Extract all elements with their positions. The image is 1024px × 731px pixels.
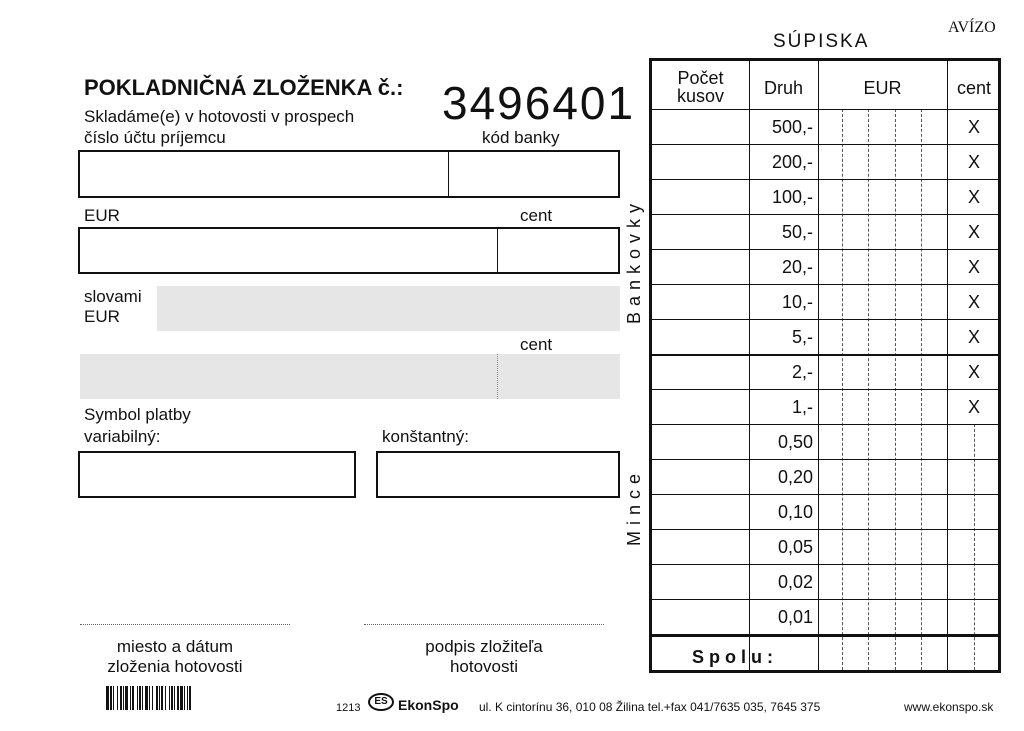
footer-address: ul. K cintorínu 36, 010 08 Žilina tel.+fax 041/7635 035, 7645 375 (479, 700, 821, 714)
row-line (652, 529, 998, 530)
denomination-table (649, 58, 1001, 673)
row-line (652, 494, 998, 495)
row-cent-x: X (967, 397, 980, 417)
row-count-field[interactable] (654, 146, 747, 177)
cent2-label: cent (520, 335, 553, 354)
form-line1: Skladáme(e) v hotovosti v prospech (84, 107, 355, 126)
footer-web: www.ekonspo.sk (904, 700, 994, 714)
konstantny-label: konštantný: (382, 427, 469, 446)
row-line (652, 599, 998, 600)
cent-words-divider (497, 354, 498, 399)
row-cent-x: X (967, 257, 980, 277)
amount-field[interactable] (78, 227, 620, 274)
spolu-line (652, 634, 998, 637)
row-denomination: 20,- (781, 257, 813, 277)
row-cent-x: X (967, 362, 980, 382)
barcode-bar (191, 686, 194, 710)
signature-label-1: podpis zložiteľa (425, 637, 543, 656)
amount-in-words-field[interactable] (157, 286, 620, 331)
barcode (106, 686, 290, 710)
row-count-field[interactable] (654, 461, 747, 492)
supiska-heading: SÚPISKA (773, 31, 870, 52)
header-type: Druh (763, 78, 803, 98)
row-count-field[interactable] (654, 601, 747, 632)
row-line (652, 564, 998, 565)
header-count-2: kusov (676, 86, 725, 106)
row-count-field[interactable] (654, 321, 747, 352)
slovami-label: slovami (84, 287, 142, 306)
row-line (652, 389, 998, 390)
row-count-field[interactable] (654, 391, 747, 422)
place-date-label-2: zloženia hotovosti (107, 657, 243, 676)
variabilny-label: variabilný: (84, 427, 161, 446)
variable-symbol-field[interactable] (78, 451, 356, 498)
row-denomination: 0,02 (777, 572, 813, 592)
row-count-field[interactable] (654, 496, 747, 527)
account-divider (448, 152, 449, 196)
spolu-label: Spolu: (692, 647, 778, 667)
symbol-label: Symbol platby (84, 405, 191, 424)
row-cent-x: X (967, 292, 980, 312)
row-line (652, 179, 998, 180)
row-count-field[interactable] (654, 286, 747, 317)
bankovky-label: Bankovky (624, 197, 644, 324)
row-line (652, 109, 998, 110)
row-line (652, 459, 998, 460)
row-denomination: 50,- (781, 222, 813, 242)
row-count-field[interactable] (654, 531, 747, 562)
footer-brand: EkonSpo (398, 697, 459, 713)
row-line (652, 319, 998, 320)
row-count-field[interactable] (654, 566, 747, 597)
slovami-eur-label: EUR (84, 307, 120, 326)
row-denomination: 1,- (791, 397, 813, 417)
row-line (652, 144, 998, 145)
row-denomination: 500,- (771, 117, 813, 137)
row-denomination: 200,- (771, 152, 813, 172)
cent-in-words-field[interactable] (80, 354, 620, 399)
row-denomination: 0,50 (777, 432, 813, 452)
form-number: 3496401 (442, 77, 636, 129)
row-count-field[interactable] (654, 216, 747, 247)
row-denomination: 0,10 (777, 502, 813, 522)
row-count-field[interactable] (654, 111, 747, 142)
col-line-2 (818, 61, 819, 670)
row-line (652, 214, 998, 215)
cent-label: cent (520, 206, 553, 225)
form-title: POKLADNIČNÁ ZLOŽENKA č.: (84, 75, 404, 100)
header-cent: cent (956, 78, 992, 98)
row-line (652, 249, 998, 250)
place-date-line (80, 624, 290, 625)
account-field[interactable] (78, 150, 620, 198)
amount-divider (497, 229, 498, 272)
eur-label: EUR (84, 206, 120, 225)
row-cent-x: X (967, 152, 980, 172)
place-date-label-1: miesto a dátum (116, 637, 234, 656)
constant-symbol-field[interactable] (376, 451, 620, 498)
ekonspo-logo-icon: ES (368, 693, 394, 711)
mince-label: Mince (624, 467, 644, 546)
row-count-field[interactable] (654, 251, 747, 282)
row-denomination: 0,20 (777, 467, 813, 487)
row-denomination: 10,- (781, 292, 813, 312)
signature-label-2: hotovosti (449, 657, 519, 676)
signature-line (364, 624, 604, 625)
bank-code-label: kód banky (482, 128, 560, 147)
row-cent-x: X (967, 222, 980, 242)
avizo-label: AVÍZO (948, 19, 996, 36)
row-denomination: 5,- (791, 327, 813, 347)
row-denomination: 0,01 (777, 607, 813, 627)
row-line (652, 424, 998, 425)
header-eur: EUR (863, 78, 902, 98)
footer-code: 1213 (336, 702, 361, 714)
row-count-field[interactable] (654, 356, 747, 387)
row-cent-x: X (967, 327, 980, 347)
row-count-field[interactable] (654, 181, 747, 212)
row-denomination: 2,- (791, 362, 813, 382)
row-count-field[interactable] (654, 426, 747, 457)
row-cent-x: X (967, 117, 980, 137)
row-denomination: 100,- (771, 187, 813, 207)
header-count-1: Počet (677, 68, 724, 88)
row-denomination: 0,05 (777, 537, 813, 557)
row-cent-x: X (967, 187, 980, 207)
form-line2: číslo účtu príjemcu (84, 128, 226, 147)
row-line (652, 284, 998, 285)
